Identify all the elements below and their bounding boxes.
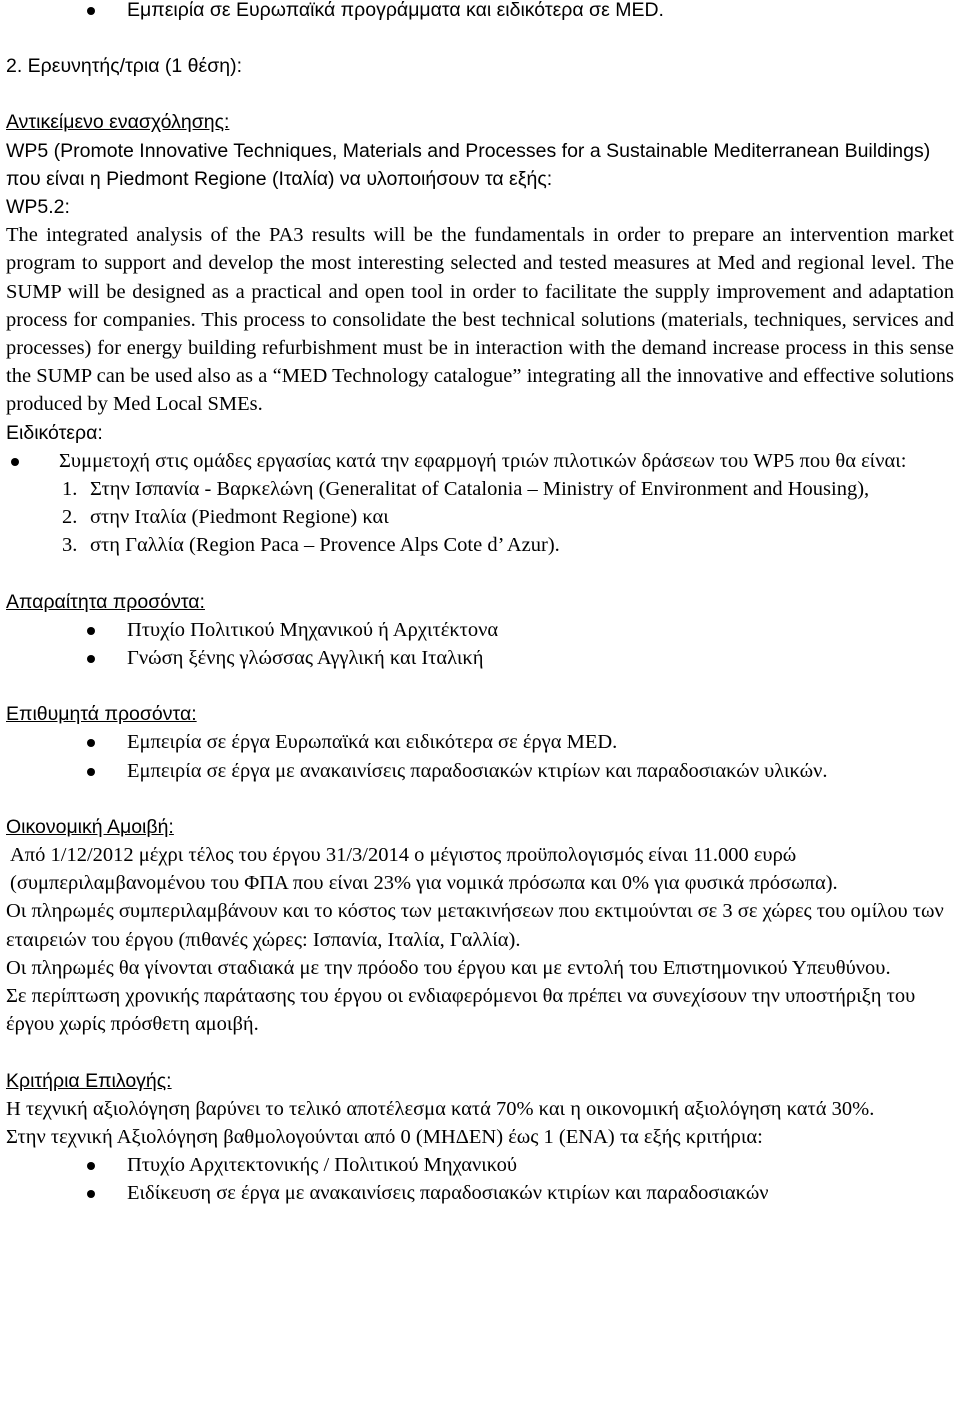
list-item: Γνώση ξένης γλώσσας Αγγλική και Ιταλική	[6, 644, 954, 672]
specifically-bullet-text: Συμμετοχή στις ομάδες εργασίας κατά την εφαρμογή τριών πιλοτικών δράσεων του WP5 που θα είναι:	[59, 449, 907, 472]
list-item	[6, 447, 954, 475]
pilot-text: Στην Ισπανία - Βαρκελώνη (Generalitat of Catalonia – Ministry of Environment and Housing),	[90, 478, 870, 501]
list-item: Εμπειρία σε έργα με ανακαινίσεις παραδοσιακών κτιρίων και παραδοσιακών υλικών.	[6, 757, 954, 785]
compensation-label: Οικονομική Αμοιβή:	[6, 815, 174, 838]
criteria-paragraph: Η τεχνική αξιολόγηση βαρύνει το τελικό αποτέλεσμα κατά 70% και η οικονομική αξιολόγηση κατά 30%.	[6, 1097, 875, 1120]
criteria-list	[6, 1151, 954, 1207]
intro-bullet-list	[6, 0, 954, 24]
subject-label: Αντικείμενο ενασχόλησης:	[6, 111, 230, 134]
criteria-paragraph: Στην τεχνική Αξιολόγηση βαθμολογούνται από 0 (ΜΗΔΕΝ) έως 1 (ΕΝΑ) τα εξής κριτήρια:	[6, 1125, 763, 1148]
position-heading: 2. Ερευνητής/τρια (1 θέση):	[6, 55, 242, 78]
compensation-paragraph: Σε περίπτωση χρονικής παράτασης του έργου οι ενδιαφερόμενοι θα πρέπει να συνεχίσουν την υποστήριξη του έργου χωρίς πρόσθετη αμοιβή.	[6, 985, 916, 1036]
desired-list	[6, 728, 954, 784]
list-item: Εμπειρία σε Ευρωπαϊκά προγράμματα και ειδικότερα σε MED.	[6, 0, 954, 24]
criteria-label: Κριτήρια Επιλογής:	[6, 1069, 172, 1092]
wp-code: WP5.2:	[6, 196, 70, 219]
list-item: Ειδίκευση σε έργα με ανακαινίσεις παραδοσιακών κτιρίων και παραδοσιακών	[6, 1179, 954, 1207]
compensation-paragraph: Οι πληρωμές συμπεριλαμβάνουν και το κόστος των μετακινήσεων που εκτιμούνται σε 3 σε χώρες του ομίλου των εταιρειών του έργου (πιθανές χώρες: Ισπανία, Ιταλία, Γαλλία).	[6, 900, 944, 951]
list-number: 3.	[62, 534, 78, 557]
required-label: Απαραίτητα προσόντα:	[6, 590, 205, 613]
list-item: Πτυχίο Πολιτικού Μηχανικού ή Αρχιτέκτονα	[6, 616, 954, 644]
desired-label: Επιθυμητά προσόντα:	[6, 703, 197, 726]
list-number: 2.	[62, 506, 78, 529]
required-list	[6, 616, 954, 672]
list-item: Εμπειρία σε έργα Ευρωπαϊκά και ειδικότερα σε έργα MED.	[6, 728, 954, 756]
list-item: Πτυχίο Αρχιτεκτονικής / Πολιτικού Μηχανικού	[6, 1151, 954, 1179]
list-item	[6, 531, 954, 559]
list-item	[6, 475, 954, 503]
wp-description: The integrated analysis of the PA3 results will be the fundamentals in order to prepare an intervention market program to support and develop the most interesting selected and tested measures at Med and regional level. The SUMP will be designed as a practical and open tool in order to facilitate the supply improvement and adaptation process for companies. This process to consolidate the best technical solutions (materials, techniques, services and processes) for energy building refurbishment must be in interaction with the demand increase process in this sense the SUMP can be used also as a “MED Technology catalogue” integrating all the innovative and effective solutions produced by Med Local SMEs.	[6, 224, 954, 416]
pilot-actions-list	[6, 475, 954, 560]
specifically-list	[6, 447, 954, 475]
list-number: 1.	[62, 478, 78, 501]
pilot-text: στην Ιταλία (Piedmont Regione) και	[90, 506, 389, 529]
pilot-text: στη Γαλλία (Region Paca – Provence Alps Cote d’ Azur).	[90, 534, 560, 557]
compensation-paragraph: Οι πληρωμές θα γίνονται σταδιακά με την πρόοδο του έργου και με εντολή του Επιστημονικού Υπευθύνου.	[6, 956, 891, 979]
specifically-label: Ειδικότερα:	[6, 421, 103, 444]
subject-text: WP5 (Promote Innovative Techniques, Materials and Processes for a Sustainable Mediterranean Buildings) που είναι η Piedmont Regione (Ιταλία) να υλοποιήσουν τα εξής:	[6, 139, 931, 190]
list-item	[6, 503, 954, 531]
compensation-paragraph: Από 1/12/2012 μέχρι τέλος του έργου 31/3/2014 ο μέγιστος προϋπολογισμός είναι 11.000 ευρώ (συμπεριλαμβανομένου του ΦΠΑ που είναι 23% για νομικά πρόσωπα και 0% για φυσικά πρόσωπα).	[10, 844, 838, 895]
